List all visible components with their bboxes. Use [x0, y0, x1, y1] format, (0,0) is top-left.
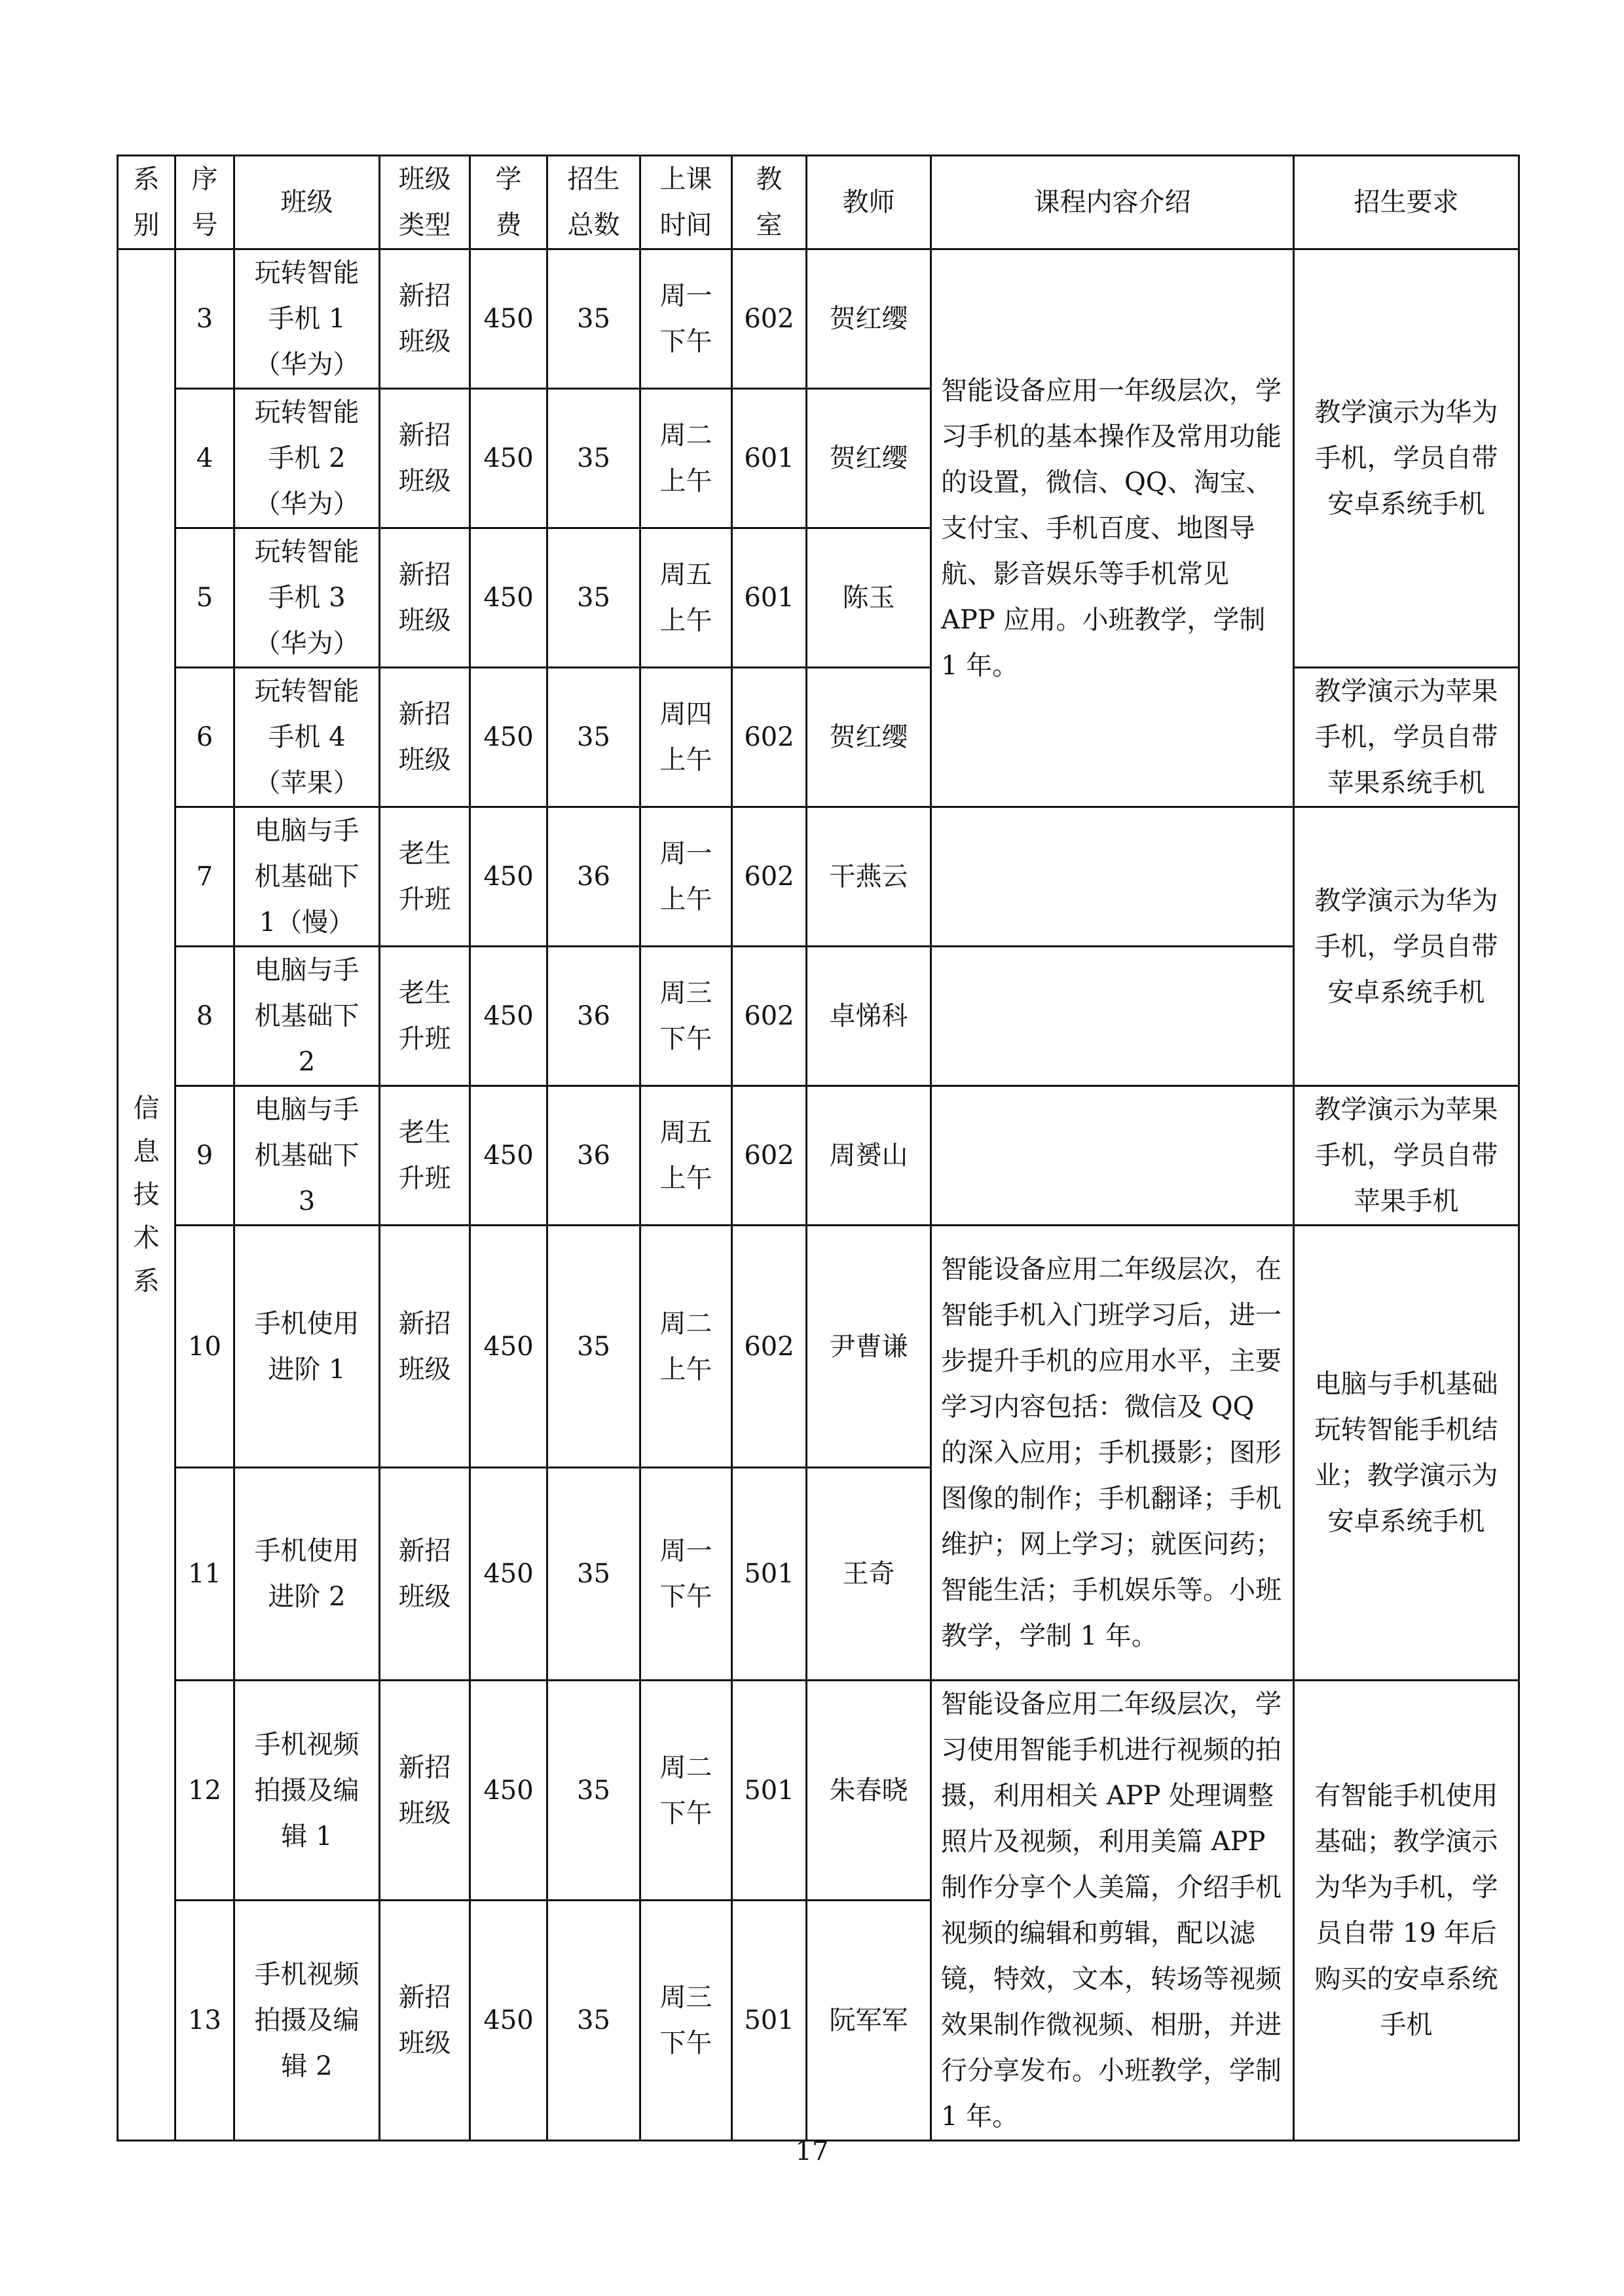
- cell-description: [931, 1086, 1294, 1226]
- cell-teacher: 贺红缨: [807, 249, 931, 389]
- cell-description: 智能设备应用二年级层次，在智能手机入门班学习后，进一步提升手机的应用水平，主要学习内容包括：微信及 QQ 的深入应用；手机摄影；图形图像的制作；手机翻译；手机维护；网上学习；就医问药；智能生活；手机娱乐等。小班教学，学制 1 年。: [931, 1226, 1294, 1681]
- table-header-row: [118, 156, 1519, 249]
- cell-quota: 35: [547, 1901, 640, 2141]
- cell-type: 老生 升班: [380, 1086, 470, 1226]
- cell-teacher: 阮军军: [807, 1901, 931, 2141]
- header-description: 课程内容介绍: [931, 156, 1294, 249]
- cell-class: 玩转智能 手机 3 （华为）: [234, 528, 380, 668]
- cell-time: 周五 上午: [640, 528, 732, 668]
- cell-requirements: 教学演示为华为手机，学员自带安卓系统手机: [1294, 249, 1519, 668]
- cell-class: 电脑与手 机基础下 3: [234, 1086, 380, 1226]
- header-time: 上课 时间: [640, 156, 732, 249]
- cell-time: 周五 上午: [640, 1086, 732, 1226]
- cell-quota: 35: [547, 1468, 640, 1681]
- cell-type: 新招 班级: [380, 1468, 470, 1681]
- cell-no: 9: [175, 1086, 234, 1226]
- cell-class: 电脑与手 机基础下 2: [234, 947, 380, 1086]
- cell-quota: 35: [547, 528, 640, 668]
- cell-room: 501: [732, 1468, 807, 1681]
- cell-type: 新招 班级: [380, 668, 470, 807]
- cell-requirements: 有智能手机使用基础；教学演示为华为手机，学员自带 19 年后购买的安卓系统手机: [1294, 1681, 1519, 2141]
- header-quota: 招生 总数: [547, 156, 640, 249]
- header-dept: 系 别: [118, 156, 175, 249]
- cell-quota: 36: [547, 807, 640, 947]
- cell-type: 新招 班级: [380, 249, 470, 389]
- cell-requirements: 教学演示为华为手机，学员自带安卓系统手机: [1294, 807, 1519, 1086]
- table-row: [118, 1226, 1519, 1468]
- cell-time: 周四 上午: [640, 668, 732, 807]
- cell-teacher: 朱春晓: [807, 1681, 931, 1901]
- cell-no: 6: [175, 668, 234, 807]
- cell-class: 玩转智能 手机 2 （华为）: [234, 389, 380, 528]
- cell-room: 501: [732, 1681, 807, 1901]
- cell-type: 新招 班级: [380, 1226, 470, 1468]
- cell-teacher: 卓悌科: [807, 947, 931, 1086]
- cell-time: 周二 上午: [640, 389, 732, 528]
- cell-quota: 36: [547, 1086, 640, 1226]
- cell-class: 手机使用 进阶 2: [234, 1468, 380, 1681]
- cell-time: 周三 下午: [640, 1901, 732, 2141]
- cell-quota: 35: [547, 1681, 640, 1901]
- cell-room: 601: [732, 389, 807, 528]
- cell-room: 602: [732, 947, 807, 1086]
- table-row: [118, 249, 1519, 389]
- cell-no: 3: [175, 249, 234, 389]
- cell-class: 手机视频 拍摄及编 辑 1: [234, 1681, 380, 1901]
- cell-room: 602: [732, 249, 807, 389]
- cell-time: 周二 下午: [640, 1681, 732, 1901]
- cell-time: 周三 下午: [640, 947, 732, 1086]
- cell-type: 新招 班级: [380, 1681, 470, 1901]
- cell-room: 602: [732, 807, 807, 947]
- cell-fee: 450: [470, 389, 547, 528]
- cell-type: 老生 升班: [380, 947, 470, 1086]
- header-fee: 学 费: [470, 156, 547, 249]
- cell-teacher: 周赟山: [807, 1086, 931, 1226]
- cell-class: 玩转智能 手机 1 （华为）: [234, 249, 380, 389]
- cell-fee: 450: [470, 1681, 547, 1901]
- cell-quota: 35: [547, 1226, 640, 1468]
- cell-type: 新招 班级: [380, 528, 470, 668]
- cell-type: 新招 班级: [380, 1901, 470, 2141]
- cell-fee: 450: [470, 1901, 547, 2141]
- cell-description: [931, 807, 1294, 947]
- cell-time: 周二 上午: [640, 1226, 732, 1468]
- cell-no: 8: [175, 947, 234, 1086]
- cell-room: 602: [732, 668, 807, 807]
- cell-type: 老生 升班: [380, 807, 470, 947]
- header-class: 班级: [234, 156, 380, 249]
- cell-description: [931, 947, 1294, 1086]
- cell-quota: 35: [547, 389, 640, 528]
- cell-no: 4: [175, 389, 234, 528]
- cell-requirements: 教学演示为苹果手机，学员自带苹果手机: [1294, 1086, 1519, 1226]
- cell-description: 智能设备应用一年级层次，学习手机的基本操作及常用功能的设置，微信、QQ、淘宝、支付宝、手机百度、地图导航、影音娱乐等手机常见 APP 应用。小班教学，学制 1 年。: [931, 249, 1294, 807]
- cell-fee: 450: [470, 947, 547, 1086]
- cell-room: 602: [732, 1226, 807, 1468]
- header-type: 班级 类型: [380, 156, 470, 249]
- cell-fee: 450: [470, 249, 547, 389]
- table-row: [118, 668, 1519, 807]
- cell-time: 周一 下午: [640, 1468, 732, 1681]
- cell-quota: 36: [547, 947, 640, 1086]
- cell-class: 玩转智能 手机 4 （苹果）: [234, 668, 380, 807]
- cell-fee: 450: [470, 1226, 547, 1468]
- header-teacher: 教师: [807, 156, 931, 249]
- header-requirements: 招生要求: [1294, 156, 1519, 249]
- cell-teacher: 尹曹谦: [807, 1226, 931, 1468]
- cell-class: 手机视频 拍摄及编 辑 2: [234, 1901, 380, 2141]
- cell-requirements: 教学演示为苹果手机，学员自带苹果系统手机: [1294, 668, 1519, 807]
- cell-room: 602: [732, 1086, 807, 1226]
- cell-quota: 35: [547, 668, 640, 807]
- cell-fee: 450: [470, 1468, 547, 1681]
- department-cell: 信 息 技 术 系: [118, 249, 175, 2141]
- cell-quota: 35: [547, 249, 640, 389]
- cell-fee: 450: [470, 528, 547, 668]
- page-number: 17: [795, 2136, 829, 2166]
- cell-no: 10: [175, 1226, 234, 1468]
- cell-no: 12: [175, 1681, 234, 1901]
- cell-teacher: 干燕云: [807, 807, 931, 947]
- cell-room: 601: [732, 528, 807, 668]
- cell-fee: 450: [470, 807, 547, 947]
- cell-requirements: 电脑与手机基础玩转智能手机结业；教学演示为安卓系统手机: [1294, 1226, 1519, 1681]
- cell-teacher: 贺红缨: [807, 389, 931, 528]
- header-room: 教 室: [732, 156, 807, 249]
- cell-no: 11: [175, 1468, 234, 1681]
- cell-time: 周一 上午: [640, 807, 732, 947]
- cell-class: 手机使用 进阶 1: [234, 1226, 380, 1468]
- table-row: [118, 1681, 1519, 1901]
- cell-fee: 450: [470, 668, 547, 807]
- cell-type: 新招 班级: [380, 389, 470, 528]
- cell-no: 13: [175, 1901, 234, 2141]
- cell-no: 5: [175, 528, 234, 668]
- cell-teacher: 陈玉: [807, 528, 931, 668]
- cell-description: 智能设备应用二年级层次，学习使用智能手机进行视频的拍摄，利用相关 APP 处理调整照片及视频，利用美篇 APP 制作分享个人美篇，介绍手机视频的编辑和剪辑，配以滤镜，特效，文本，转场等视频效果制作微视频、相册，并进行分享发布。小班教学，学制 1 年。: [931, 1681, 1294, 2141]
- table-row: [118, 1086, 1519, 1226]
- cell-teacher: 贺红缨: [807, 668, 931, 807]
- cell-room: 501: [732, 1901, 807, 2141]
- header-no: 序 号: [175, 156, 234, 249]
- cell-fee: 450: [470, 1086, 547, 1226]
- cell-no: 7: [175, 807, 234, 947]
- cell-time: 周一 下午: [640, 249, 732, 389]
- course-table: [117, 155, 1520, 2141]
- table-row: [118, 807, 1519, 947]
- cell-class: 电脑与手 机基础下 1（慢）: [234, 807, 380, 947]
- cell-teacher: 王奇: [807, 1468, 931, 1681]
